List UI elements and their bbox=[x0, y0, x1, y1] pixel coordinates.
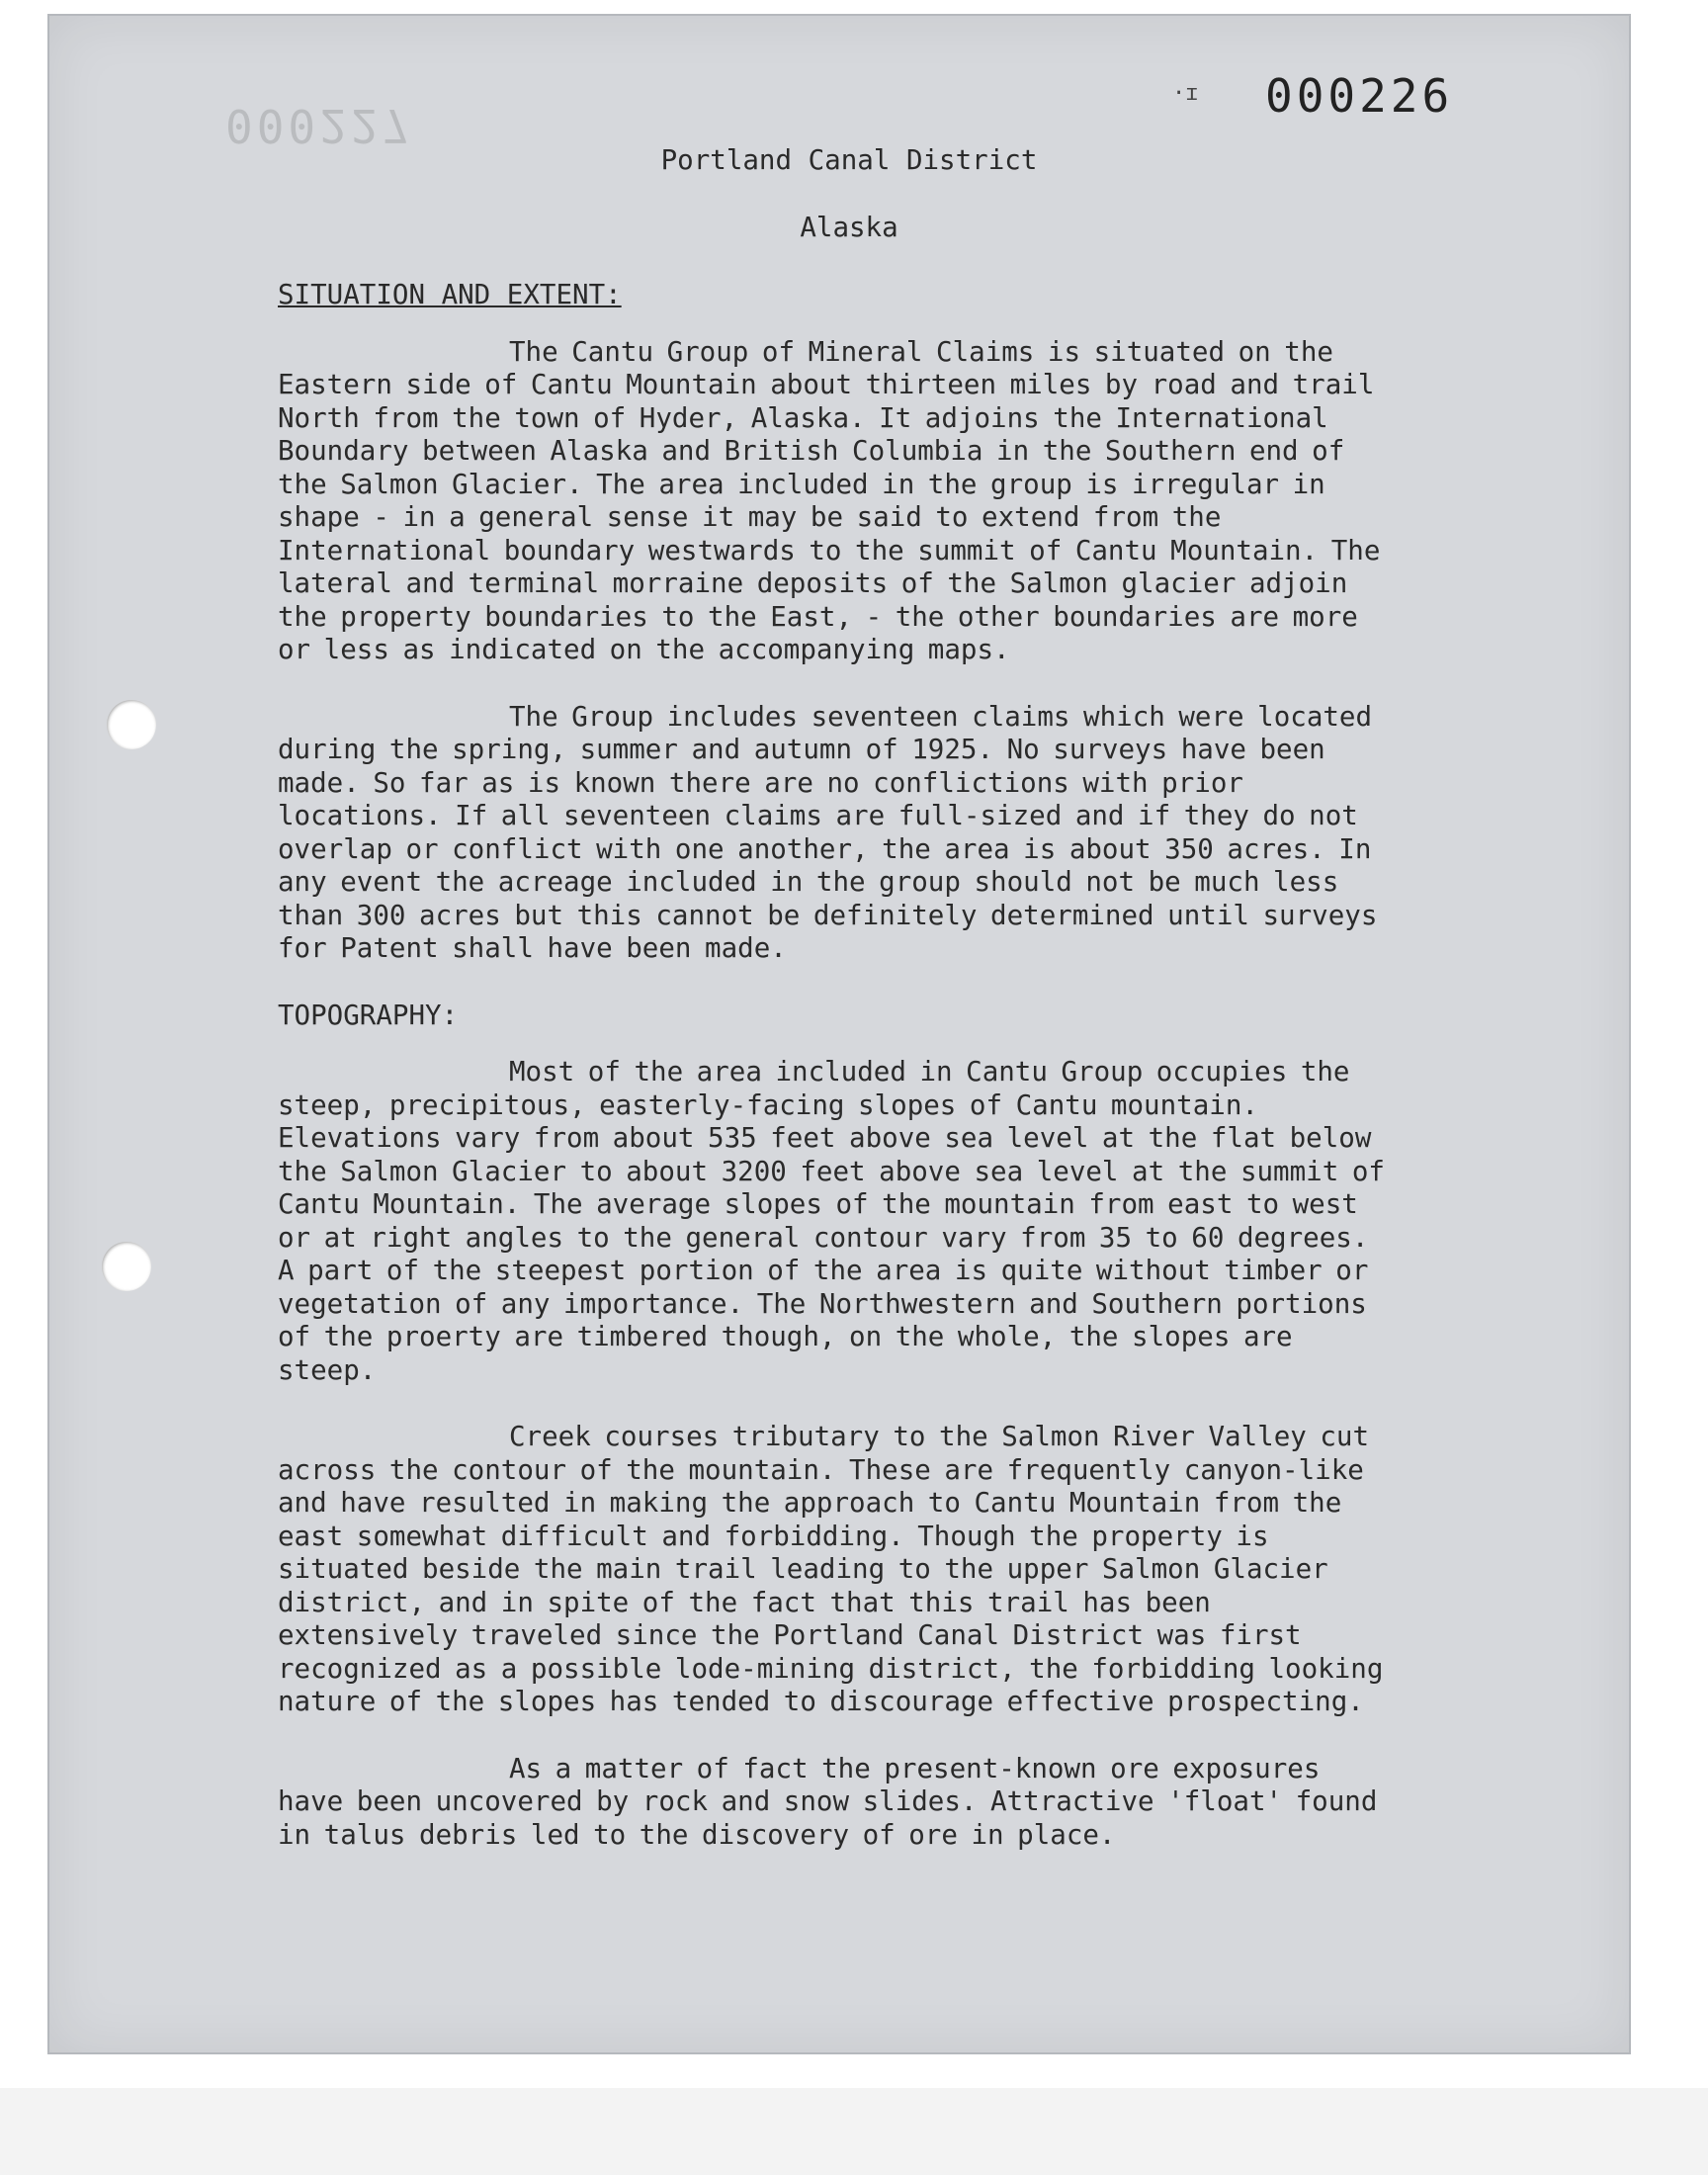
paragraph: The Group includes seventeen claims which were located during the spring, summer and autumn of 1925. No surveys have been made. So far as is known there are no conflictions with prior locations. If all seventeen claims are full-sized and if they do not overlap or conflict with one another, the area is about 350 acres. In any event the acreage included in the group should not be much less than 300 acres but this cannot be definitely determined until surveys for Patent shall have been made. bbox=[278, 700, 1378, 964]
scan-bottom-margin bbox=[0, 2088, 1708, 2175]
section-topography bbox=[278, 1000, 1385, 1853]
paragraph: The Cantu Group of Mineral Claims is situated on the Eastern side of Cantu Mountain about thirteen miles by road and trail North from the town of Hyder, Alaska. It adjoins the International Boundary between Alaska and British Columbia in the Southern end of the Salmon Glacier. The area included in the group is irregular in shape - in a general sense it may be said to extend from the International boundary westwards to the summit of Cantu Mountain. The lateral and terminal morraine deposits of the Salmon glacier adjoin the property boundaries to the East, - the other boundaries are more or less as indicated on the accompanying maps. bbox=[278, 335, 1381, 665]
bleed-through-number: 000227 bbox=[225, 99, 414, 152]
punch-hole bbox=[102, 1242, 151, 1291]
document-title: Portland Canal District bbox=[660, 144, 1038, 176]
document-number: 000226 bbox=[1265, 69, 1454, 123]
paragraph: Creek courses tributary to the Salmon River Valley cut across the contour of the mountain. These are frequently canyon-like and have resulted in making the approach to Cantu Mountain from the east somewhat difficult and forbidding. Though the property is situated beside the main trail leading to the upper Salmon Glacier district, and in spite of the fact that this trail has been extensively traveled since the Portland Canal District was first recognized as a possible lode-mining district, the forbidding looking nature of the slopes has tended to discourage effective prospecting. bbox=[278, 1421, 1384, 1717]
stamp-mark: ·ɪ bbox=[1172, 81, 1199, 106]
section-heading: TOPOGRAPHY: bbox=[278, 999, 459, 1031]
punch-hole bbox=[107, 700, 156, 749]
section-situation bbox=[278, 279, 1385, 966]
paragraph: Most of the area included in Cantu Group occupies the steep, precipitous, easterly-facing slopes of Cantu mountain. Elevations vary from about 535 feet above sea level at the flat below the Salmon Glacier to about 3200 feet above sea level at the summit of Cantu Mountain. The average slopes of the mountain from east to west or at right angles to the general contour vary from 35 to 60 degrees. A part of the steepest portion of the area is quite without timber or vegetation of any importance. The Northwestern and Southern portions of the proerty are timbered though, on the whole, the slopes are steep. bbox=[278, 1056, 1385, 1386]
document-subtitle: Alaska bbox=[800, 212, 898, 243]
section-heading: SITUATION AND EXTENT: bbox=[278, 279, 622, 310]
paragraph: As a matter of fact the present-known ore exposures have been uncovered by rock and snow slides. Attractive 'float' found in talus debris led to the discovery of ore in place. bbox=[278, 1752, 1378, 1851]
document-body bbox=[278, 279, 1385, 1885]
